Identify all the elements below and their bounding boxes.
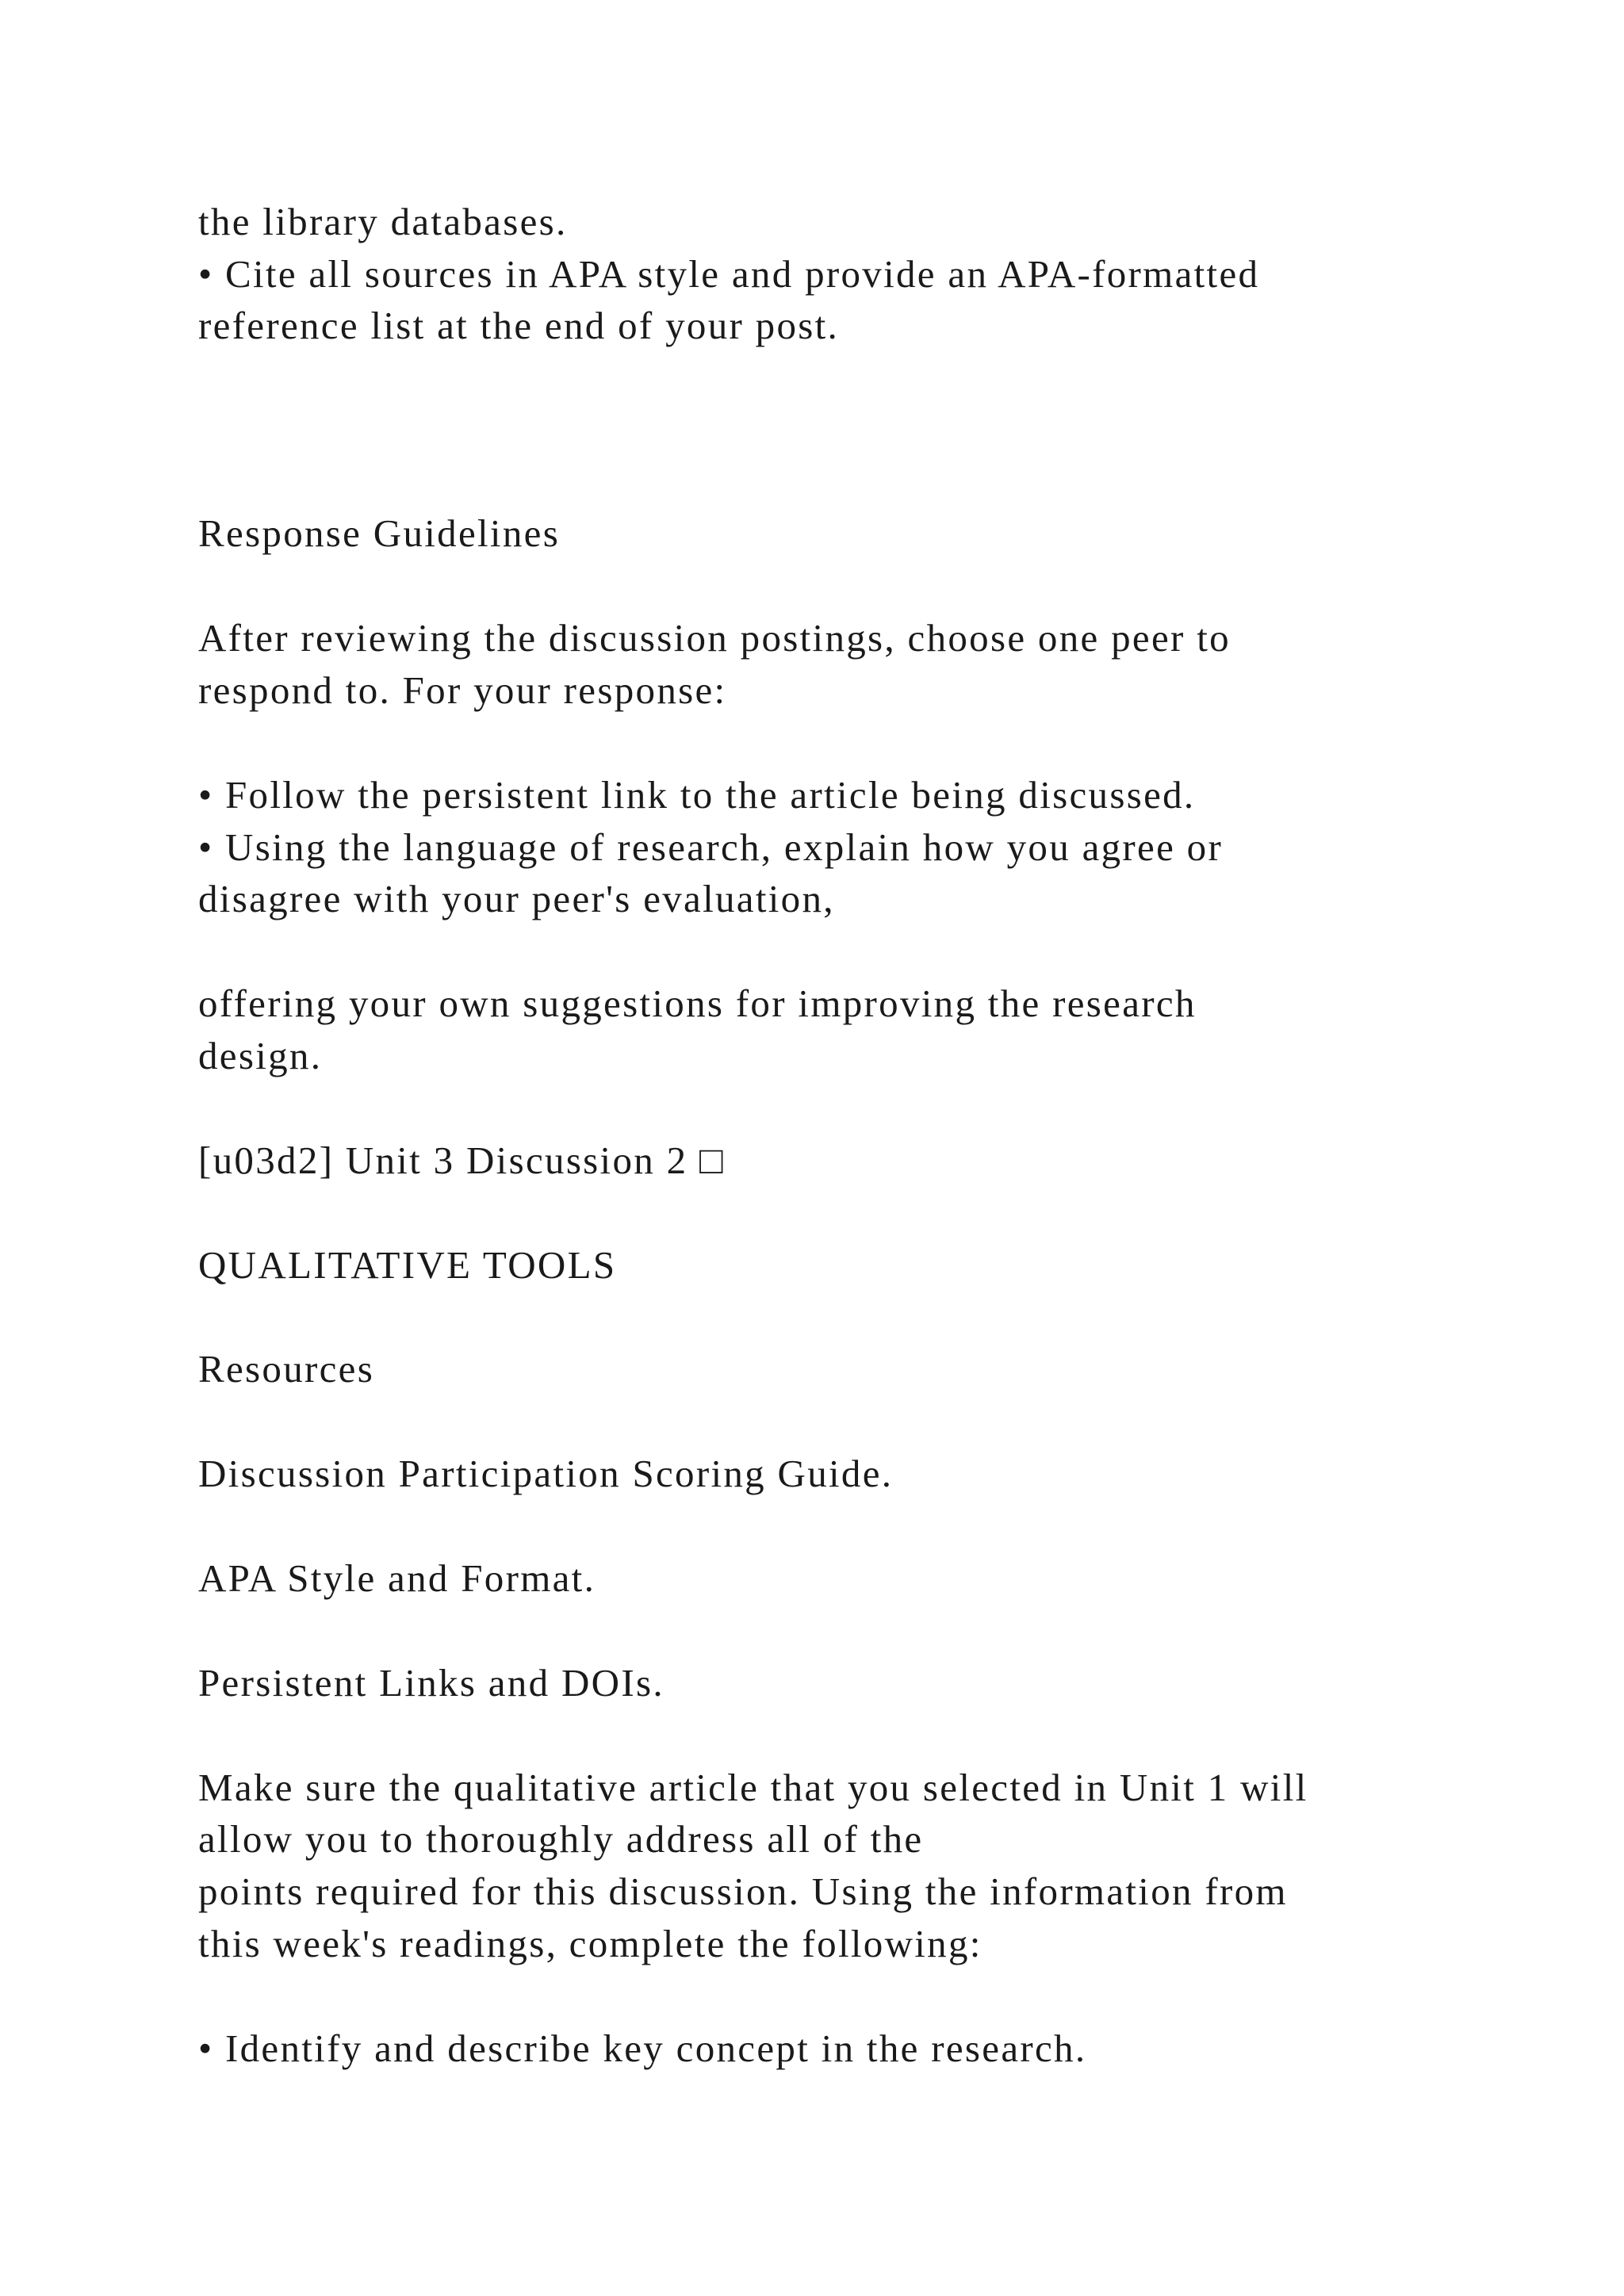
response-guidelines-heading: Response Guidelines	[198, 511, 561, 555]
instructions-line-2: allow you to thoroughly address all of the	[198, 1817, 924, 1861]
final-bullet-identify-concept: • Identify and describe key concept in the research.	[198, 2026, 1087, 2070]
instructions-line-4: this week's readings, complete the following:	[198, 1922, 982, 1965]
intro-line-1: the library databases.	[198, 200, 568, 243]
response-intro-line-2: respond to. For your response:	[198, 668, 727, 712]
response-bullet-follow-link: • Follow the persistent link to the article being discussed.	[198, 773, 1196, 817]
instructions-line-3: points required for this discussion. Using the information from	[198, 1869, 1288, 1913]
resources-heading: Resources	[198, 1347, 375, 1391]
intro-bullet-cite-sources: • Cite all sources in APA style and provide an APA-formatted	[198, 252, 1260, 296]
intro-line-3: reference list at the end of your post.	[198, 304, 840, 347]
resource-apa-style: APA Style and Format.	[198, 1556, 596, 1600]
discussion-title: [u03d2] Unit 3 Discussion 2 □	[198, 1138, 725, 1182]
instructions-line-1: Make sure the qualitative article that you selected in Unit 1 will	[198, 1766, 1308, 1809]
response-bullet-agree-disagree: • Using the language of research, explain how you agree or	[198, 825, 1224, 869]
resource-scoring-guide: Discussion Participation Scoring Guide.	[198, 1452, 894, 1495]
response-continuation-line-1: offering your own suggestions for improving the research	[198, 982, 1197, 1025]
response-continuation-line-2: design.	[198, 1034, 323, 1077]
response-bullet-continuation: disagree with your peer's evaluation,	[198, 877, 835, 920]
resource-persistent-links: Persistent Links and DOIs.	[198, 1661, 665, 1705]
response-intro-line-1: After reviewing the discussion postings, choose one peer to	[198, 616, 1231, 660]
section-title: QUALITATIVE TOOLS	[198, 1243, 617, 1287]
